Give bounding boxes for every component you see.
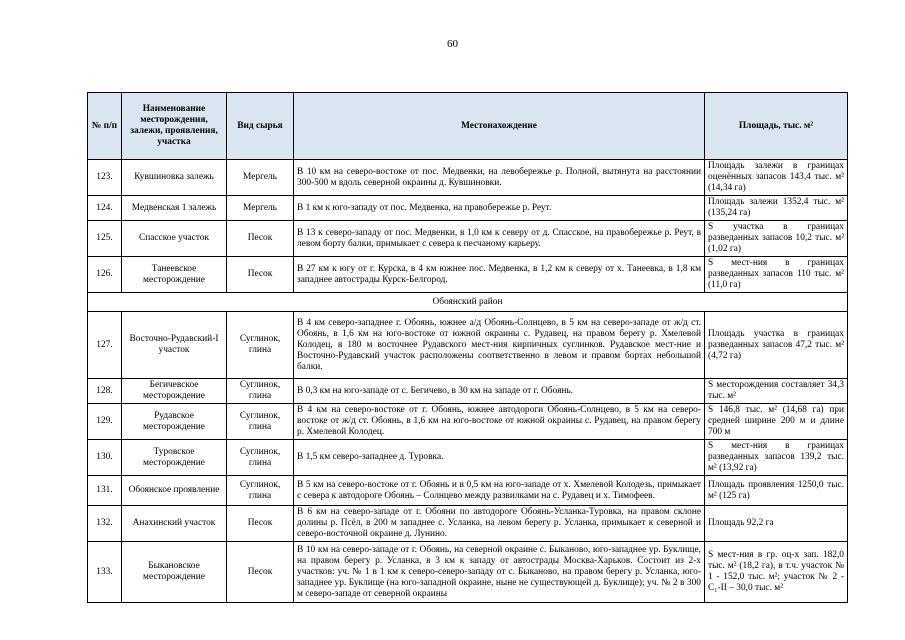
cell-name: Анахинский участок — [122, 506, 227, 542]
header-type: Вид сырья — [227, 93, 294, 160]
cell-location: В 10 км на северо-востоке от пос. Медвенки, на левобережье р. Полной, вытянута на расстоянии 300-500 м вдоль северной окраины д. Кувшиновки. — [294, 160, 705, 196]
cell-type: Мергель — [227, 196, 294, 221]
table-row — [88, 196, 848, 221]
table-row — [88, 506, 848, 542]
cell-area: S 146,8 тыс. м² (14,68 га) при средней ширине 200 м и длине 700 м — [705, 404, 848, 440]
cell-name: Рудавское месторождение — [122, 404, 227, 440]
cell-num: 125. — [88, 221, 122, 257]
cell-name: Кувшиновка залежь — [122, 160, 227, 196]
cell-name: Танеевское месторождение — [122, 257, 227, 293]
cell-location: В 6 км на северо-западе от г. Обояни по автодороге Обоянь-Усланка-Туровка, на правом склоне долины р. Псёл, в 200 м западнее с. Усланка, на левом берегу р. Усланка, примыкает к северной и северо-восточной окраине д. Лунино. — [294, 506, 705, 542]
table-row — [88, 379, 848, 404]
cell-name: Медвенская 1 залежь — [122, 196, 227, 221]
cell-name: Восточно-Рудавский-I участок — [122, 312, 227, 379]
table-body-medvensky — [88, 160, 848, 293]
cell-num: 127. — [88, 312, 122, 379]
cell-num: 126. — [88, 257, 122, 293]
cell-location: В 27 км к югу от г. Курска, в 4 км южнее пос. Медвенка, в 1,2 км к северу от х. Танеевка, в 1,8 км западнее автострады Курск-Белгород. — [294, 257, 705, 293]
cell-area: Площадь залежи 1352,4 тыс. м² (135,24 га) — [705, 196, 848, 221]
cell-location: В 1 км к юго-западу от пос. Медвенка, на правобережье р. Реут. — [294, 196, 705, 221]
header-area: Площадь, тыс. м² — [705, 93, 848, 160]
cell-num: 133. — [88, 542, 122, 603]
table-section — [88, 293, 848, 312]
cell-location: В 1,5 км северо-западнее д. Туровка. — [294, 440, 705, 476]
cell-name: Туровское месторождение — [122, 440, 227, 476]
header-num: № п/п — [88, 93, 122, 160]
cell-type: Песок — [227, 506, 294, 542]
cell-num: 130. — [88, 440, 122, 476]
cell-type: Песок — [227, 221, 294, 257]
cell-num: 132. — [88, 506, 122, 542]
cell-num: 124. — [88, 196, 122, 221]
cell-num: 131. — [88, 476, 122, 506]
cell-location: В 4 км на северо-востоке от г. Обоянь, южнее автодороги Обоянь-Солнцево, в 5 км на северо-востоке от ж/д ст. Обоянь, в 1,6 км на юго-востоке от южной окраины с. Рудавец, на правом берегу р. Хмелевой Колодец. — [294, 404, 705, 440]
table-row — [88, 160, 848, 196]
cell-location: В 0,3 км на юго-западе от с. Бегичево, в 30 км на западе от г. Обоянь. — [294, 379, 705, 404]
cell-location: В 4 км северо-западнее г. Обоянь, южнее а/д Обоянь-Солнцево, в 5 км на северо-западе от ж/д ст. Обоянь, в 1,6 км на юго-востоке от южной окраины с. Рудавец, на правом берегу р. Хмелевой Колодец, в 180 м восточнее Рудавского мест-ния кирпичных суглинков. Рудавское мест-ние и Восточно-Рудавский участок расположены соответственно в левом и правом бортах небольшой балки. — [294, 312, 705, 379]
cell-area: Площадь участка в границах разведанных запасов 47,2 тыс. м² (4,72 га) — [705, 312, 848, 379]
cell-area: S участка в границах разведанных запасов 10,2 тыс. м² (1,02 га) — [705, 221, 848, 257]
table-row — [88, 404, 848, 440]
cell-area: S мест-ния в границах разведанных запасов 139,2 тыс. м² (13,92 га) — [705, 440, 848, 476]
cell-area: S месторождения составляет 34,3 тыс. м² — [705, 379, 848, 404]
table-row — [88, 440, 848, 476]
table-row — [88, 221, 848, 257]
cell-area: S мест-ния в гр. оц-х зап. 182,0 тыс. м² (18,2 га), в т.ч. участок № 1 - 152,0 тыс. м²; участок № 2 - С₁-II – 30,0 тыс. м² — [705, 542, 848, 603]
deposits-table — [87, 92, 848, 603]
header-location: Местонахождение — [294, 93, 705, 160]
cell-type: Суглинок, глина — [227, 440, 294, 476]
cell-type: Суглинок, глина — [227, 404, 294, 440]
cell-num: 128. — [88, 379, 122, 404]
cell-location: В 5 км на северо-востоке от г. Обоянь и в 0,5 км на юго-западе от х. Хмелевой Колодезь, примыкает с севера к автодороге Обоянь – Солнцево между развилками на с. Рудавец и х. Тимофеев. — [294, 476, 705, 506]
cell-name: Бегичевское месторождение — [122, 379, 227, 404]
cell-num: 129. — [88, 404, 122, 440]
table-row — [88, 312, 848, 379]
table-row — [88, 257, 848, 293]
cell-location: В 10 км на северо-западе от г. Обоянь, на северной окраине с. Быканово, юго-западнее ур. Буклище, на правом берегу р. Усланка, в 3 км к западу от автострады Москва-Харьков. Состоит из 2-х участков: уч. № 1 в 1 км к северо-северо-западу от с. Быканово, на правом берегу р. Усланка, юго-западнее ур. Буклище (на юго-западной окраине, ныне не существующей д. Буклище); уч. № 2 в 300 м северо-западе от северной окраины — [294, 542, 705, 603]
cell-name: Обоянское проявление — [122, 476, 227, 506]
header-name: Наименование месторождения, залежи, проявления, участка — [122, 93, 227, 160]
cell-type: Суглинок, глина — [227, 476, 294, 506]
cell-type: Суглинок, глина — [227, 312, 294, 379]
table-header-row — [88, 93, 848, 160]
section-title: Обоянский район — [88, 293, 848, 312]
table-body-oboyansky — [88, 312, 848, 603]
cell-num: 123. — [88, 160, 122, 196]
cell-name: Быкановское месторождение — [122, 542, 227, 603]
cell-name: Спасское участок — [122, 221, 227, 257]
section-row — [88, 293, 848, 312]
cell-type: Суглинок, глина — [227, 379, 294, 404]
cell-area: Площадь проявления 1250,0 тыс. м² (125 га) — [705, 476, 848, 506]
table-row — [88, 476, 848, 506]
cell-type: Песок — [227, 542, 294, 603]
cell-location: В 13 к северо-западу от пос. Медвенки, в 1,0 км к северу от д. Спасское, на правобережье р. Реут, в левом борту балки, примыкает с севера к песчаному карьеру. — [294, 221, 705, 257]
cell-type: Песок — [227, 257, 294, 293]
table-row — [88, 542, 848, 603]
cell-area: Площадь залежи в границах оценённых запасов 143,4 тыс. м² (14,34 га) — [705, 160, 848, 196]
page-number: 60 — [447, 38, 458, 50]
cell-area: S мест-ния в границах разведанных запасов 110 тыс. м² (11,0 га) — [705, 257, 848, 293]
cell-area: Площадь 92,2 га — [705, 506, 848, 542]
cell-type: Мергель — [227, 160, 294, 196]
